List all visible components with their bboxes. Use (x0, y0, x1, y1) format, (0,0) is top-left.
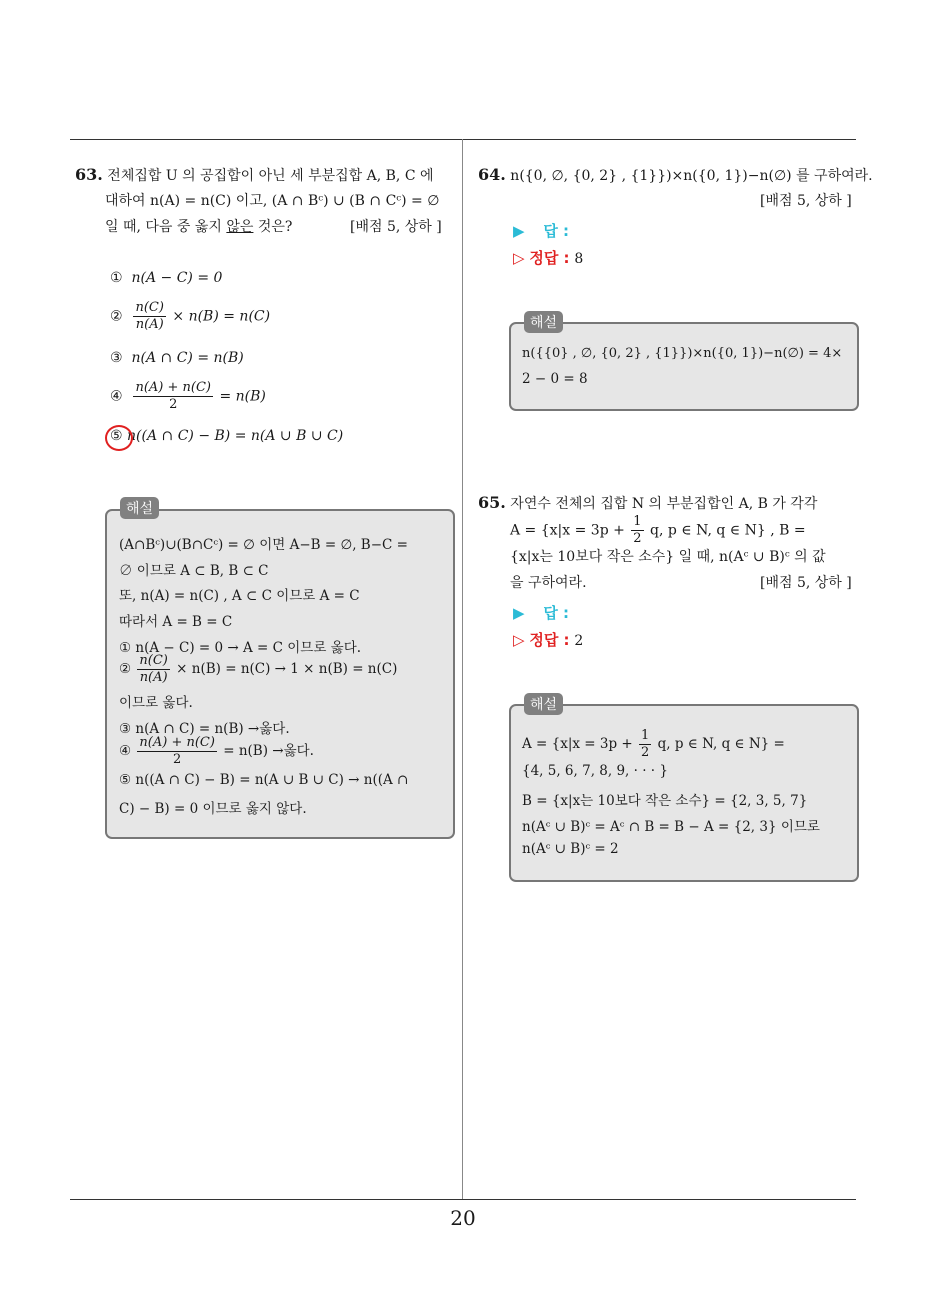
q64-score: [배점 5, 상하 ] (760, 193, 852, 209)
q65-denominator: 2 (633, 531, 642, 546)
q63-exp-l5: ① n(A − C) = 0 → A = C 이므로 옳다. (119, 640, 362, 656)
choice-2-mark: ② (110, 308, 123, 325)
top-rule (70, 139, 856, 140)
q64-line1 (478, 162, 873, 189)
q65-answer-label: 답 : (543, 604, 570, 622)
q63-explanation-tag: 해설 (120, 497, 159, 519)
q63-exp-l2: ∅ 이므로 A ⊂ B, B ⊂ C (119, 563, 269, 579)
choice-4-fraction (133, 380, 213, 413)
q63-exp-l1: (A∩Bᶜ)∪(B∩Cᶜ) = ∅ 이면 A−B = ∅, B−C = (119, 537, 408, 553)
outline-arrow-icon: ▷ (513, 631, 525, 649)
q63-line3 (105, 214, 292, 240)
q63-exp-l6-text: × n(B) = n(C) → 1 × n(B) = n(C) (176, 661, 398, 677)
q65-exp-numerator: 1 (641, 728, 650, 743)
q65-correct-value: 2 (574, 633, 584, 649)
choice-3[interactable] (110, 350, 244, 366)
q63-line3-post: 것은? (253, 219, 293, 235)
q63-exp-l10: ⑤ n((A ∩ C) − B) = n(A ∪ B ∪ C) → n((A ∩ (119, 772, 409, 788)
page-number: 20 (450, 1206, 476, 1230)
q65-number: 65. (478, 493, 506, 512)
q65-explanation-tag: 해설 (524, 693, 563, 715)
q65-explanation-box (509, 704, 859, 882)
q63-exp-l6-denominator: n(A) (139, 670, 168, 685)
choice-1-text: n(A − C) = 0 (131, 270, 223, 286)
q65-score: [배점 5, 상하 ] (760, 575, 852, 591)
q64-correct-label: 정답 : (529, 249, 570, 267)
q63-exp-l9 (119, 735, 314, 768)
choice-3-text: n(A ∩ C) = n(B) (131, 350, 244, 366)
q63-exp-l7: 이므로 옳다. (119, 695, 193, 711)
q63-line1 (75, 162, 434, 189)
q65-numerator: 1 (633, 514, 642, 529)
choice-1[interactable] (110, 270, 222, 286)
choice-4-text: = n(B) (219, 388, 266, 405)
q63-exp-l11: C) − B) = 0 이므로 옳지 않다. (119, 801, 307, 817)
play-arrow-icon: ▶ (513, 604, 525, 622)
q65-exp-l1-post: q, p ∈ N, q ∈ N} = (657, 736, 785, 752)
choice-4-mark: ④ (110, 388, 123, 405)
q63-exp-l9-fraction (137, 735, 217, 768)
choice-2[interactable] (110, 300, 270, 333)
choice-5-mark: ⑤ (110, 428, 123, 444)
q64-correct-value: 8 (574, 251, 584, 267)
q65-fraction (631, 514, 643, 547)
q63-line2: 대하여 n(A) = n(C) 이고, (A ∩ Bᶜ) ∪ (B ∩ Cᶜ) = ∅ (105, 193, 440, 209)
q65-answer-row (513, 602, 569, 623)
bottom-rule (70, 1199, 856, 1200)
q63-exp-l4: 따라서 A = B = C (119, 614, 233, 630)
choice-1-mark: ① (110, 270, 123, 286)
q63-exp-l9-denominator: 2 (173, 752, 182, 767)
choice-4[interactable] (110, 380, 266, 413)
q63-score: [배점 5, 상하 ] (350, 219, 442, 235)
q64-answer-row (513, 220, 569, 241)
q65-line2 (510, 514, 806, 547)
q64-explanation-box (509, 322, 859, 411)
q63-number: 63. (75, 165, 103, 184)
q65-exp-l2: {4, 5, 6, 7, 8, 9, · · · } (522, 763, 668, 779)
play-arrow-icon: ▶ (513, 222, 525, 240)
q63-exp-l6-mark: ② (119, 661, 132, 677)
q63-line3-pre: 일 때, 다음 중 옳지 (105, 219, 227, 235)
q64-correct-row (513, 247, 583, 268)
choice-3-mark: ③ (110, 350, 123, 366)
q63-exp-l6 (119, 653, 397, 686)
q64-number: 64. (478, 165, 506, 184)
q65-exp-l1 (522, 728, 785, 761)
choice-5[interactable] (110, 428, 343, 444)
q65-line1 (478, 490, 817, 517)
q65-exp-fraction (639, 728, 651, 761)
q65-text-line1: 자연수 전체의 집합 N 의 부분집합인 A, B 가 각각 (510, 496, 818, 512)
q65-line2-post: q, p ∈ N, q ∈ N} , B = (650, 522, 806, 539)
q65-exp-l5: n(Aᶜ ∪ B)ᶜ = 2 (522, 841, 619, 857)
q65-line4: 을 구하여라. (510, 575, 587, 591)
q63-underlined-word: 않은 (226, 219, 254, 235)
q63-exp-l6-numerator: n(C) (139, 653, 168, 668)
q65-correct-label: 정답 : (529, 631, 570, 649)
q63-exp-l3: 또, n(A) = n(C) , A ⊂ C 이므로 A = C (119, 588, 360, 604)
q63-text-line1: 전체집합 U 의 공집합이 아닌 세 부분집합 A, B, C 에 (107, 168, 434, 184)
choice-4-denominator: 2 (169, 397, 178, 412)
choice-2-numerator: n(C) (135, 300, 164, 315)
q63-explanation-box (105, 509, 455, 839)
choice-4-numerator: n(A) + n(C) (135, 380, 211, 395)
q63-exp-l9-mark: ④ (119, 743, 132, 759)
q65-exp-denominator: 2 (641, 745, 650, 760)
q64-exp-l1: n({{0} , ∅, {0, 2} , {1}})×n({0, 1})−n(∅) = 4× (522, 346, 843, 361)
choice-2-denominator: n(A) (135, 317, 164, 332)
q65-line2-pre: A = {x|x = 3p + (510, 522, 625, 539)
q63-exp-l9-numerator: n(A) + n(C) (139, 735, 215, 750)
q63-exp-l8: ③ n(A ∩ C) = n(B) →옳다. (119, 721, 290, 737)
q63-exp-l6-fraction (137, 653, 169, 686)
q65-correct-row (513, 629, 583, 650)
outline-arrow-icon: ▷ (513, 249, 525, 267)
selected-answer-circle (105, 425, 133, 451)
q64-text: n({0, ∅, {0, 2} , {1}})×n({0, 1})−n(∅) 를 구하여라. (510, 168, 873, 184)
q65-exp-l1-pre: A = {x|x = 3p + (522, 736, 633, 752)
choice-5-text: n((A ∩ C) − B) = n(A ∪ B ∪ C) (127, 428, 344, 444)
q64-answer-label: 답 : (543, 222, 570, 240)
q63-exp-l9-text: = n(B) →옳다. (223, 743, 314, 759)
q65-line3: {x|x는 10보다 작은 소수} 일 때, n(Aᶜ ∪ B)ᶜ 의 값 (510, 549, 826, 565)
column-separator (462, 139, 463, 1199)
q65-exp-l3: B = {x|x는 10보다 작은 소수} = {2, 3, 5, 7} (522, 793, 808, 809)
q64-exp-l2: 2 − 0 = 8 (522, 371, 588, 387)
q65-exp-l4: n(Aᶜ ∪ B)ᶜ = Aᶜ ∩ B = B − A = {2, 3} 이므로 (522, 819, 820, 835)
q64-explanation-tag: 해설 (524, 311, 563, 333)
choice-2-fraction (133, 300, 165, 333)
choice-2-text: × n(B) = n(C) (172, 308, 271, 325)
